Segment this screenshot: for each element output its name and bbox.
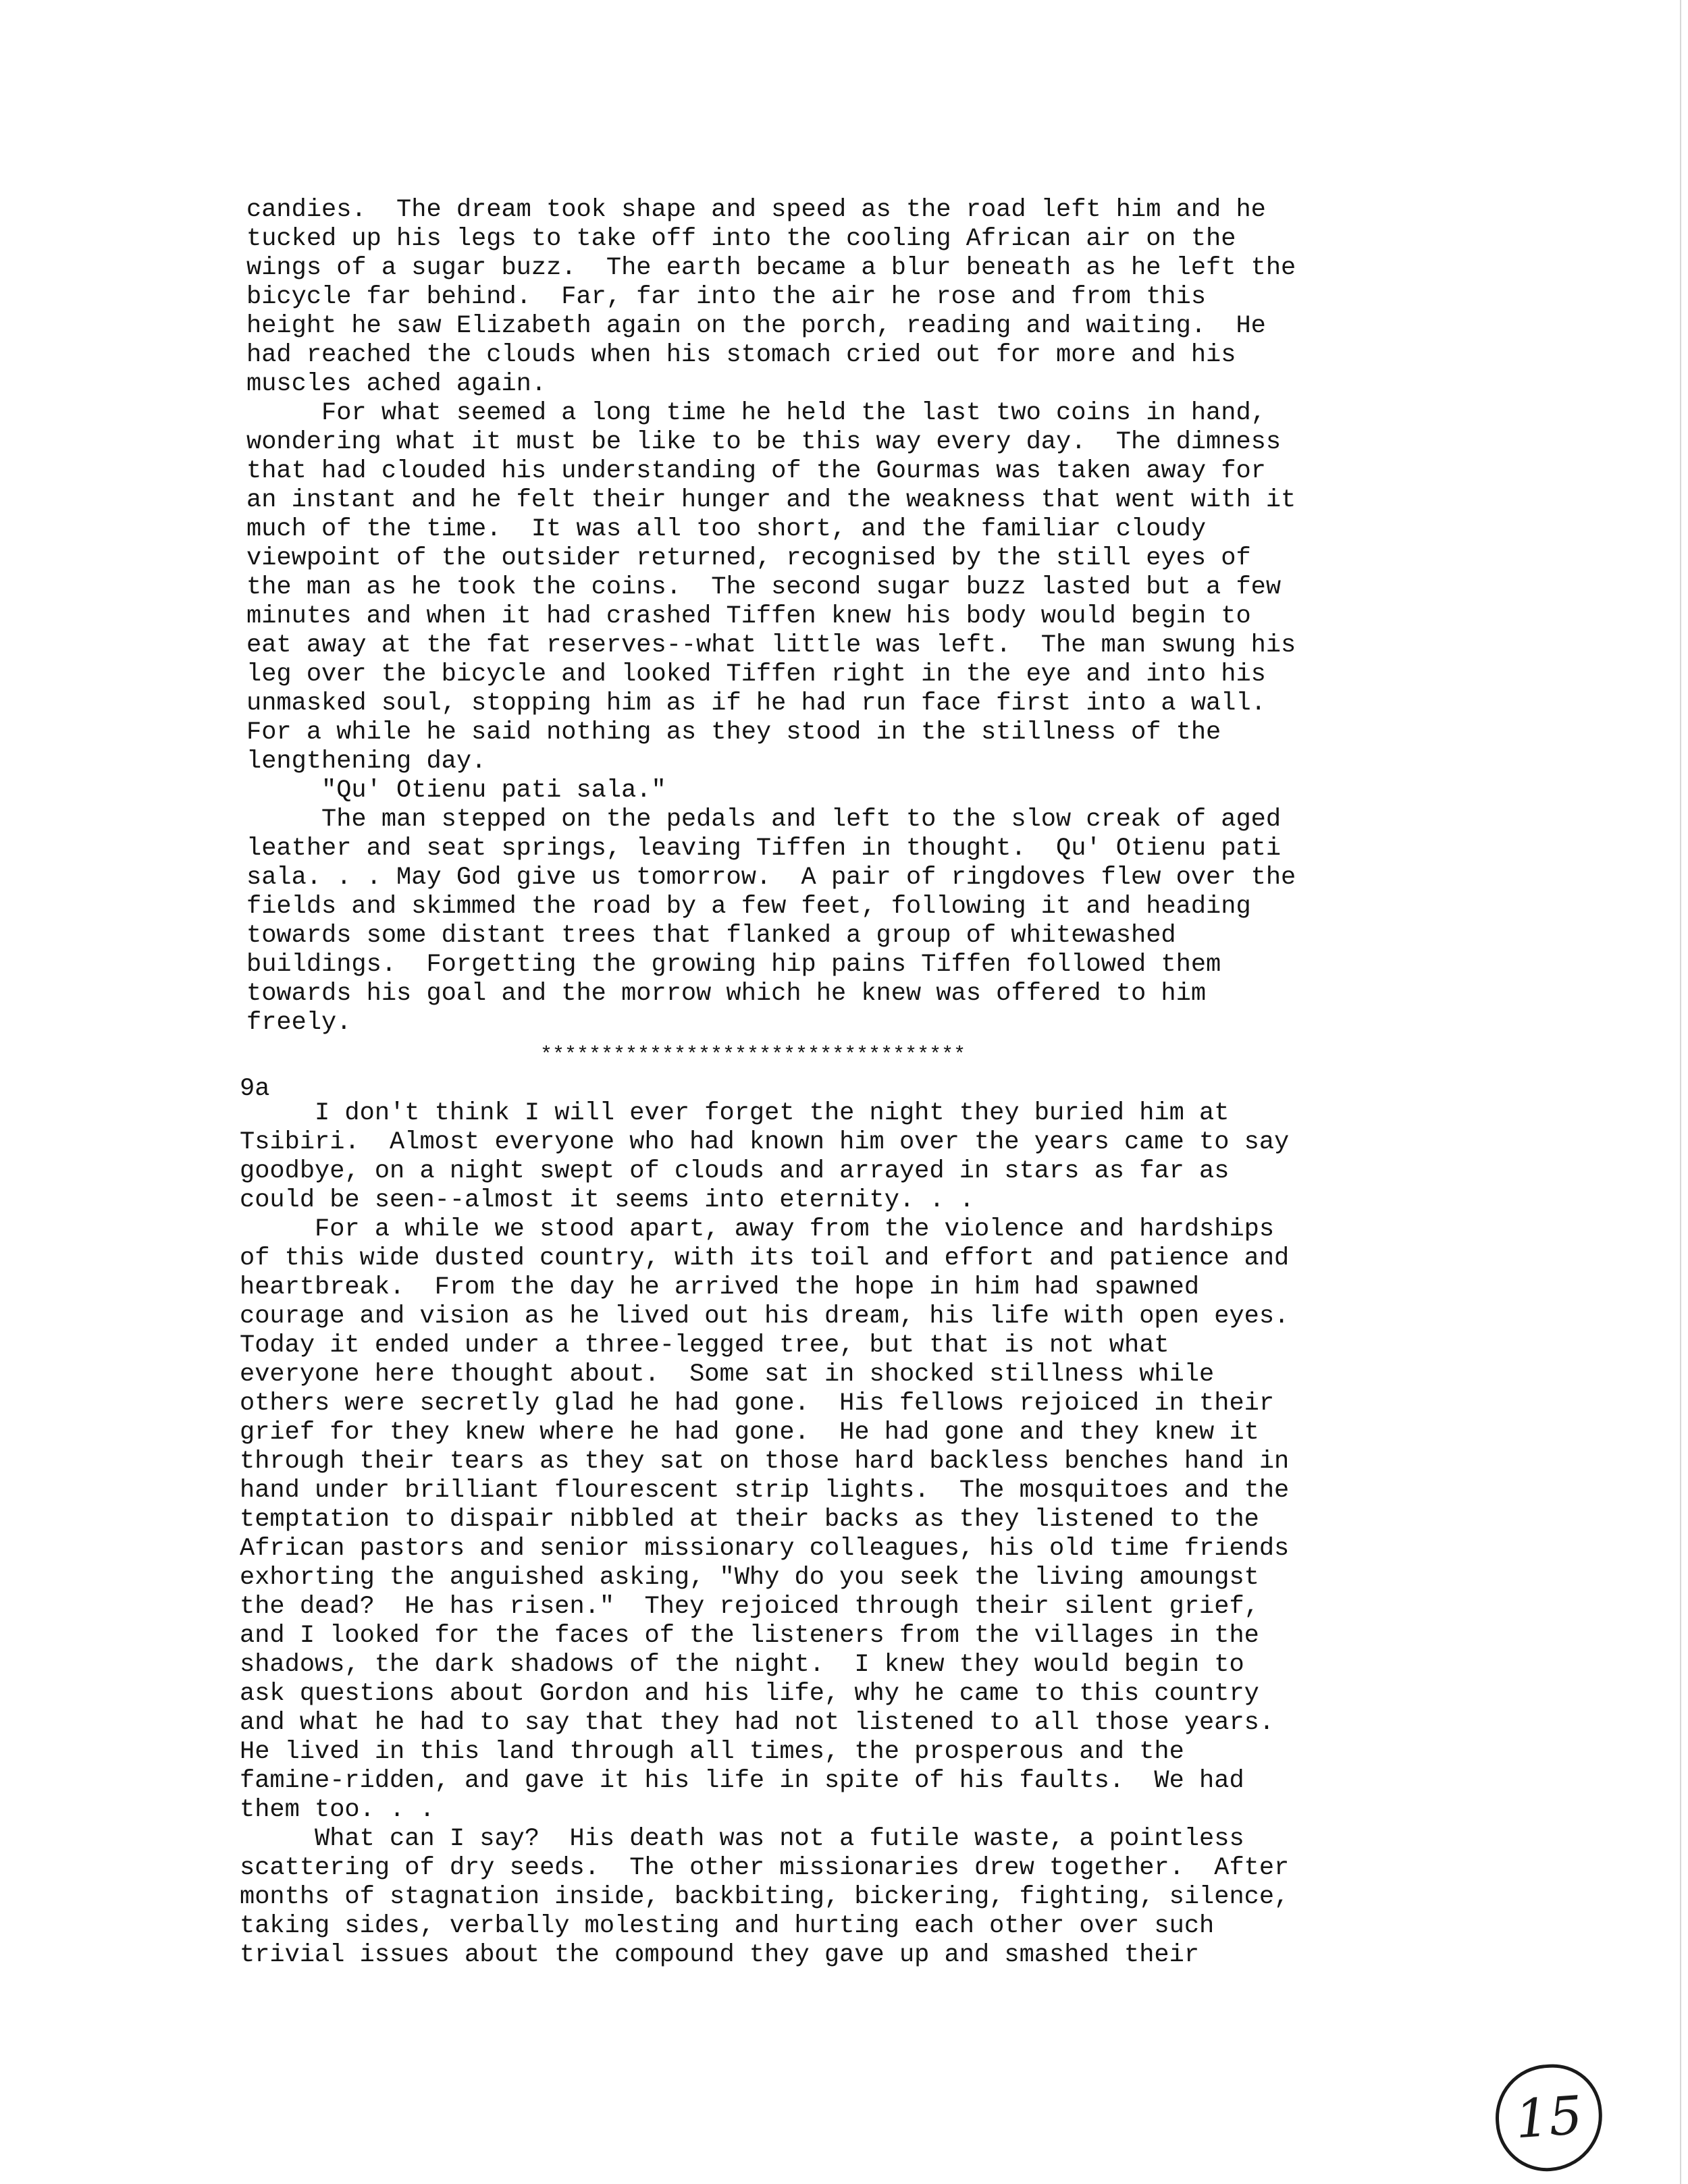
text-line: temptation to dispair nibbled at their backs as they listened to the <box>240 1506 1259 1534</box>
text-line: towards his goal and the morrow which he knew was offered to him <box>246 980 1207 1008</box>
text-line: I don't think I will ever forget the night they buried him at <box>240 1099 1230 1127</box>
section-two-text <box>240 1099 1401 1970</box>
text-line: viewpoint of the outsider returned, recognised by the still eyes of <box>246 544 1251 572</box>
text-line: For what seemed a long time he held the last two coins in hand, <box>246 399 1266 427</box>
text-line: lengthening day. <box>246 747 487 776</box>
text-line: wings of a sugar buzz. The earth became a blur beneath as he left the <box>246 254 1296 282</box>
text-line: grief for they knew where he had gone. He had gone and they knew it <box>240 1418 1259 1447</box>
text-line: ask questions about Gordon and his life, why he came to this country <box>240 1680 1259 1708</box>
text-line: buildings. Forgetting the growing hip pains Tiffen followed them <box>246 951 1221 979</box>
text-line: minutes and when it had crashed Tiffen knew his body would begin to <box>246 602 1251 631</box>
text-line: goodbye, on a night swept of clouds and arrayed in stars as far as <box>240 1157 1230 1186</box>
text-line: an instant and he felt their hunger and the weakness that went with it <box>246 486 1296 514</box>
section-one-text <box>246 196 1408 1038</box>
text-line: What can I say? His death was not a futile waste, a pointless <box>240 1825 1244 1853</box>
text-line: famine-ridden, and gave it his life in spite of his faults. We had <box>240 1767 1244 1795</box>
text-line: fields and skimmed the road by a few feet, following it and heading <box>246 893 1251 921</box>
text-line: that had clouded his understanding of the Gourmas was taken away for <box>246 457 1266 485</box>
text-line: courage and vision as he lived out his dream, his life with open eyes. <box>240 1302 1290 1331</box>
scan-edge-line <box>1680 0 1681 2184</box>
text-line: leather and seat springs, leaving Tiffen in thought. Qu' Otienu pati <box>246 834 1282 863</box>
text-line: could be seen--almost it seems into eternity. . . <box>240 1186 974 1215</box>
section-separator: *********************************** <box>540 1044 966 1067</box>
text-line: sala. . . May God give us tomorrow. A pair of ringdoves flew over the <box>246 863 1296 892</box>
text-line: wondering what it must be like to be this way every day. The dimness <box>246 428 1282 456</box>
text-line: candies. The dream took shape and speed as the road left him and he <box>246 196 1266 224</box>
text-line: and I looked for the faces of the listeners from the villages in the <box>240 1622 1259 1650</box>
text-line: Tsibiri. Almost everyone who had known him over the years came to say <box>240 1128 1290 1156</box>
text-line: For a while he said nothing as they stood in the stillness of the <box>246 718 1221 747</box>
text-line: "Qu' Otienu pati sala." <box>246 776 666 805</box>
text-line: much of the time. It was all too short, and the familiar cloudy <box>246 515 1207 543</box>
text-line: For a while we stood apart, away from the violence and hardships <box>240 1215 1275 1244</box>
text-line: the dead? He has risen." They rejoiced through their silent grief, <box>240 1593 1259 1621</box>
text-line: leg over the bicycle and looked Tiffen right in the eye and into his <box>246 660 1266 689</box>
text-line: bicycle far behind. Far, far into the air he rose and from this <box>246 283 1207 311</box>
text-line: of this wide dusted country, with its toil and effort and patience and <box>240 1244 1290 1273</box>
text-line: scattering of dry seeds. The other missionaries drew together. After <box>240 1854 1290 1882</box>
text-line: heartbreak. From the day he arrived the hope in him had spawned <box>240 1273 1200 1302</box>
text-line: freely. <box>246 1009 352 1037</box>
text-line: He lived in this land through all times, the prosperous and the <box>240 1738 1184 1766</box>
text-line: unmasked soul, stopping him as if he had run face first into a wall. <box>246 689 1266 718</box>
section-label: 9a <box>240 1075 270 1103</box>
text-line: the man as he took the coins. The second sugar buzz lasted but a few <box>246 573 1282 602</box>
text-line: shadows, the dark shadows of the night. I knew they would begin to <box>240 1651 1244 1679</box>
text-line: everyone here thought about. Some sat in shocked stillness while <box>240 1360 1215 1389</box>
handwritten-page-number: 15 <box>1492 2061 1606 2175</box>
text-line: tucked up his legs to take off into the cooling African air on the <box>246 225 1236 253</box>
text-line: Today it ended under a three-legged tree, but that is not what <box>240 1331 1169 1360</box>
text-line: had reached the clouds when his stomach cried out for more and his <box>246 341 1236 369</box>
text-line: muscles ached again. <box>246 370 547 398</box>
text-line: taking sides, verbally molesting and hurting each other over such <box>240 1912 1215 1940</box>
text-line: towards some distant trees that flanked a group of whitewashed <box>246 922 1176 950</box>
text-line: eat away at the fat reserves--what little was left. The man swung his <box>246 631 1296 660</box>
text-line: The man stepped on the pedals and left to the slow creak of aged <box>246 805 1282 834</box>
text-line: exhorting the anguished asking, "Why do you seek the living amoungst <box>240 1564 1259 1592</box>
text-line: through their tears as they sat on those hard backless benches hand in <box>240 1447 1290 1476</box>
text-line: months of stagnation inside, backbiting, bickering, fighting, silence, <box>240 1883 1290 1911</box>
text-line: hand under brilliant flourescent strip lights. The mosquitoes and the <box>240 1476 1290 1505</box>
text-line: trivial issues about the compound they gave up and smashed their <box>240 1941 1200 1969</box>
text-line: them too. . . <box>240 1796 435 1824</box>
text-line: African pastors and senior missionary colleagues, his old time friends <box>240 1535 1290 1563</box>
text-line: others were secretly glad he had gone. His fellows rejoiced in their <box>240 1389 1275 1418</box>
text-line: and what he had to say that they had not listened to all those years. <box>240 1709 1275 1737</box>
text-line: height he saw Elizabeth again on the porch, reading and waiting. He <box>246 312 1266 340</box>
